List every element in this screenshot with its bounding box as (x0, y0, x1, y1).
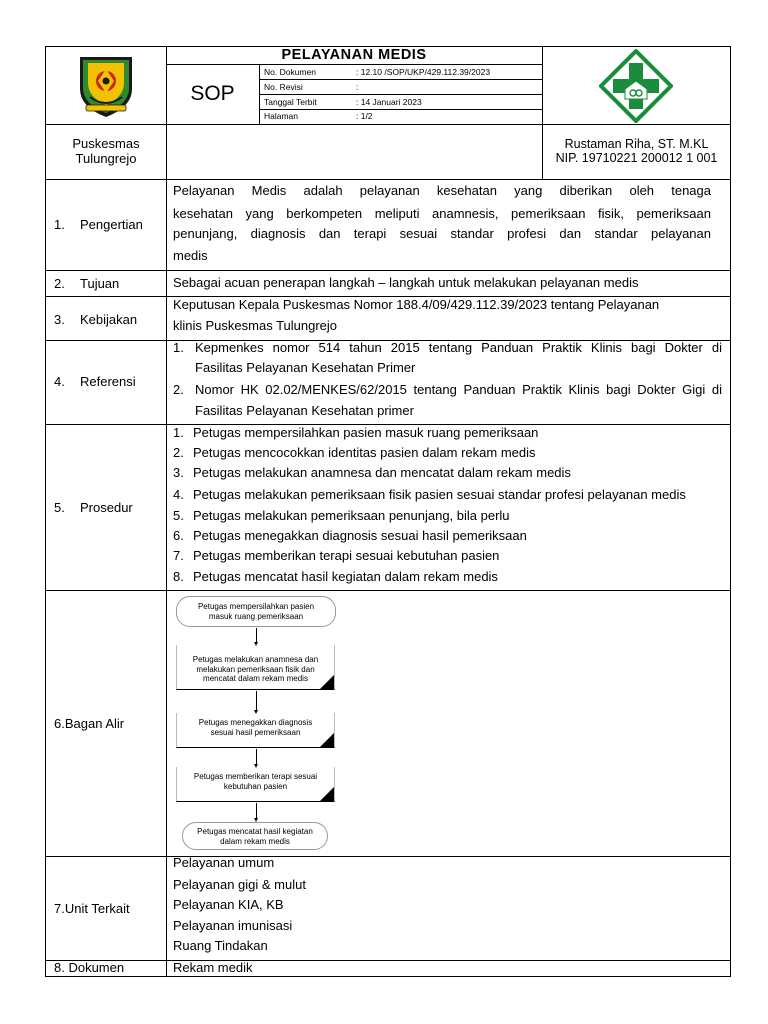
prosedur-number: 7. (173, 548, 184, 563)
flowchart-text: sesuai hasil pemeriksaan (210, 727, 301, 737)
prosedur-number: 2. (173, 445, 184, 460)
referensi-line: Kepmenkes nomor 514 tahun 2015 tentang Panduan Praktik Klinis bagi Dokter di (195, 340, 722, 355)
pengertian-line: Pelayanan Medis adalah pelayanan kesehatan yang diberikan oleh tenaga (173, 183, 711, 198)
prosedur-number: 5. (173, 508, 184, 523)
prosedur-step: Petugas mencocokkan identitas pasien dalam rekam medis (193, 445, 536, 460)
section-number: 3. (54, 312, 65, 327)
pengertian-line: kesehatan yang berkompeten meliputi anamnesis, pemeriksaan fisik, pemeriksaan (173, 206, 711, 221)
doc-field-label: No. Revisi (264, 82, 303, 92)
prosedur-number: 8. (173, 569, 184, 584)
section-number: 2. (54, 276, 65, 291)
doc-field-value: : 12.10 /SOP/UKP/429.112.39/2023 (356, 67, 491, 77)
section-label-bagan-alir: 6.Bagan Alir (54, 716, 125, 731)
doc-field-label: Halaman (264, 111, 299, 121)
doc-field-label: No. Dokumen (264, 67, 316, 77)
unit-item: Pelayanan imunisasi (173, 918, 293, 933)
document-corner-icon (320, 733, 334, 747)
doc-field-value: : 1/2 (356, 111, 373, 121)
puskesmas-cross-logo-icon (599, 49, 673, 123)
flowchart-text: melakukan pemeriksaan fisik dan (196, 664, 315, 674)
doc-field-value: : (356, 82, 359, 92)
flowchart-text: dalam rekam medis (220, 836, 290, 846)
flowchart-arrow (256, 691, 257, 711)
doc-field-value: : 14 Januari 2023 (356, 97, 422, 107)
prosedur-number: 6. (173, 528, 184, 543)
prosedur-number: 4. (173, 487, 184, 502)
referensi-number: 1. (173, 340, 184, 355)
flowchart-process-box (176, 713, 335, 748)
referensi-line: Nomor HK 02.02/MENKES/62/2015 tentang Panduan Praktik Klinis bagi Dokter Gigi di (195, 382, 722, 397)
flowchart-text: masuk ruang pemeriksaan (208, 611, 304, 621)
document-title: PELAYANAN MEDIS (281, 47, 427, 63)
prosedur-number: 3. (173, 465, 184, 480)
tujuan-text: Sebagai acuan penerapan langkah – langkah untuk melakukan pelayanan medis (173, 275, 639, 290)
section-label-kebijakan: Kebijakan (80, 312, 138, 327)
prosedur-step: Petugas menegakkan diagnosis sesuai hasil pemeriksaan (193, 528, 527, 543)
document-corner-icon (320, 787, 334, 801)
dokumen-text: Rekam medik (173, 960, 253, 975)
flowchart-start-terminal (176, 596, 336, 627)
flowchart-arrow (256, 803, 257, 819)
prosedur-number: 1. (173, 425, 184, 440)
flowchart-text: Petugas mempersilahkan pasien (197, 602, 315, 611)
flowchart-end-terminal (182, 822, 328, 850)
kebijakan-line: Keputusan Kepala Puskesmas Nomor 188.4/09/429.112.39/2023 tentang Pelayanan (173, 297, 660, 312)
prosedur-step: Petugas memberikan terapi sesuai kebutuhan pasien (193, 548, 500, 563)
prosedur-step: Petugas mempersilahkan pasien masuk ruang pemeriksaan (193, 425, 539, 440)
flowchart-text: kebutuhan pasien (223, 781, 288, 791)
section-label-pengertian: Pengertian (80, 217, 143, 232)
document-corner-icon (320, 675, 334, 689)
referensi-line: Fasilitas Pelayanan Kesehatan Primer (195, 360, 416, 375)
doc-field-label: Tanggal Terbit (264, 97, 317, 107)
prosedur-step: Petugas melakukan pemeriksaan penunjang, bila perlu (193, 508, 510, 523)
unit-item: Pelayanan gigi & mulut (173, 877, 306, 892)
flowchart-process-box (176, 767, 335, 802)
pengertian-line: medis (173, 248, 208, 263)
unit-item: Pelayanan KIA, KB (173, 897, 284, 912)
kebijakan-line: klinis Puskesmas Tulungrejo (173, 318, 338, 333)
referensi-number: 2. (173, 382, 184, 397)
flowchart-arrow (256, 628, 257, 643)
prosedur-step: Petugas mencatat hasil kegiatan dalam rekam medis (193, 569, 498, 584)
flowchart-text: Petugas memberikan terapi sesuai (193, 772, 318, 781)
pengertian-line: penunjang, diagnosis dan terapi sesuai standar profesi dan standar pelayanan (173, 226, 711, 241)
flowchart-process-box (176, 645, 335, 690)
flowchart-arrow (256, 749, 257, 765)
prosedur-step: Petugas melakukan pemeriksaan fisik pasien sesuai standar profesi pelayanan medis (193, 487, 686, 502)
section-label-prosedur: Prosedur (80, 500, 133, 515)
org-location: Tulungrejo (75, 151, 137, 166)
right-logo-cell (543, 47, 730, 124)
signer-name: Rustaman Riha, ST. M.KL (564, 137, 709, 151)
section-label-tujuan: Tujuan (80, 276, 120, 291)
section-number: 5. (54, 500, 65, 515)
flowchart-text: Petugas melakukan anamnesa dan (192, 655, 319, 664)
unit-item: Ruang Tindakan (173, 938, 268, 953)
section-label-unit-terkait: 7.Unit Terkait (54, 901, 130, 916)
flowchart-text: mencatat dalam rekam medis (203, 674, 308, 683)
flowchart-text: Petugas menegakkan diagnosis (198, 718, 313, 727)
section-number: 1. (54, 217, 65, 232)
section-number: 4. (54, 374, 65, 389)
org-name: Puskesmas (72, 136, 140, 151)
section-label-referensi: Referensi (80, 374, 136, 389)
flowchart-text: Petugas mencatat hasil kegiatan (197, 827, 313, 836)
unit-item: Pelayanan umum (173, 855, 275, 870)
referensi-line: Fasilitas Pelayanan Kesehatan primer (195, 403, 414, 418)
section-label-dokumen: 8. Dokumen (54, 960, 125, 975)
prosedur-step: Petugas melakukan anamnesa dan mencatat dalam rekam medis (193, 465, 571, 480)
left-logo-cell (46, 47, 166, 124)
sop-label: SOP (190, 82, 235, 105)
regency-emblem-icon (74, 53, 138, 119)
signer-nip: NIP. 19710221 200012 1 001 (555, 151, 718, 165)
